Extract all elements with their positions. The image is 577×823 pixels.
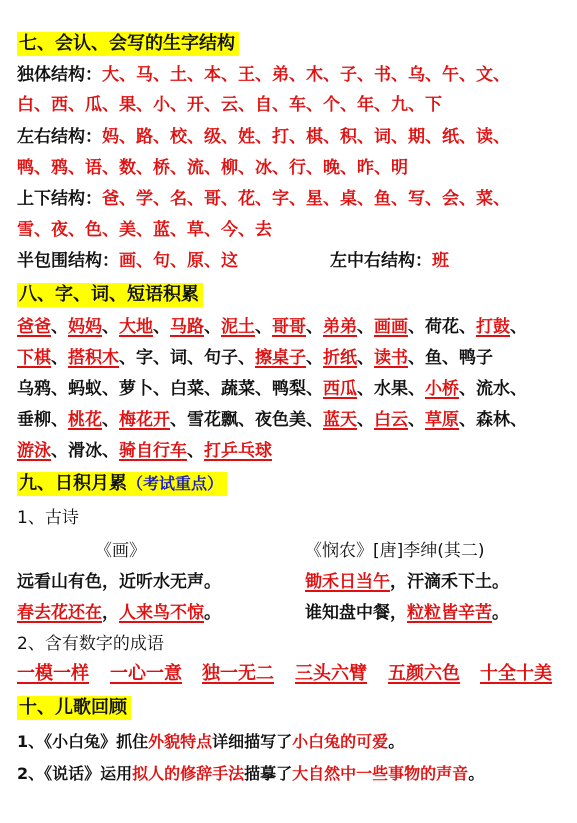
poem-2-line-1: 锄禾日当午，汗滴禾下土。 [305,572,509,592]
word-separator: 、 [459,317,476,337]
poem-2-line-2: 谁知盘中餐，粒粒皆辛苦。 [305,603,509,623]
word-item: 游泳 [17,441,51,461]
word-item: 森林 [476,410,510,430]
left-middle-right-label: 左中右结构： [330,251,432,271]
word-separator: 、 [204,379,221,399]
exam-focus-note: （考试重点） [127,474,224,493]
word-separator: 、 [306,410,323,430]
section-10-title: 十、儿歌回顾 [17,696,131,720]
word-separator: 、 [306,379,323,399]
word-separator: 、 [187,348,204,368]
word-item: 打鼓 [476,317,510,337]
poem-row-1 [17,571,569,593]
word-separator: 、 [255,379,272,399]
word-separator: 、 [357,317,374,337]
word-separator: 、 [306,348,323,368]
word-separator: 、 [408,410,425,430]
idiom-2: 一心一意 [110,663,182,684]
word-separator: 、 [119,348,136,368]
word-item: 白云 [374,410,408,430]
word-separator: 、 [510,410,527,430]
words-row-2 [17,347,569,369]
top-bottom-structure-label: 上下结构： [17,189,102,209]
word-separator: 、 [187,441,204,461]
word-item: 折纸 [323,348,357,368]
word-separator: 、 [51,410,68,430]
left-right-structure-line-1 [17,126,569,148]
word-separator: 、 [238,410,255,430]
idiom-3: 独一无二 [202,663,274,684]
section-7-header [17,32,569,56]
word-item: 词 [170,348,187,368]
poem-2-title: 《悯农》[唐]李绅(其二) [305,541,485,561]
word-separator: 、 [153,317,170,337]
left-right-structure-label: 左右结构： [17,127,102,147]
left-middle-right-chars: 班 [432,251,449,271]
word-separator: 、 [408,348,425,368]
top-bottom-structure-chars-2: 雪、夜、色、美、蓝、草、今、去 [17,220,272,240]
words-row-4 [17,409,569,431]
word-item: 蓝天 [323,410,357,430]
word-item: 荷花 [425,317,459,337]
word-separator: 、 [102,410,119,430]
single-structure-line-1 [17,64,569,86]
poem-1-title: 《画》 [95,541,146,561]
idiom-5: 五颜六色 [388,663,460,684]
word-separator: 、 [51,441,68,461]
word-separator: 、 [459,410,476,430]
word-item: 鱼 [425,348,442,368]
word-item: 雪花飘 [187,410,238,430]
word-item: 下棋 [17,348,51,368]
word-item: 西瓜 [323,379,357,399]
word-separator: 、 [170,410,187,430]
word-item: 白菜 [170,379,204,399]
word-item: 泥土 [221,317,255,337]
word-item: 蚂蚁 [68,379,102,399]
word-item: 画画 [374,317,408,337]
single-structure-chars-1: 大、马、土、本、王、弟、木、子、书、乌、午、文、 [102,65,510,85]
section-8-header [17,283,569,307]
top-bottom-structure-chars-1: 爸、学、名、哥、花、字、星、桌、鱼、写、会、菜、 [102,189,510,209]
section-10-header [17,696,569,720]
rhyme-review-1: 1、《小白兔》抓住外貌特点详细描写了小白兔的可爱。 [17,732,405,751]
half-enclosure-label: 半包围结构： [17,251,119,271]
poem-1-line-1: 远看山有色，近听水无声。 [17,572,221,592]
poem-row-2 [17,602,569,624]
word-separator: 、 [238,348,255,368]
idiom-6: 十全十美 [480,663,552,684]
word-item: 弟弟 [323,317,357,337]
word-separator: 、 [510,317,527,337]
word-separator: 、 [153,379,170,399]
left-middle-right-group [330,250,449,272]
word-item: 句子 [204,348,238,368]
word-separator: 、 [306,317,323,337]
word-separator: 、 [459,379,476,399]
word-separator: 、 [102,379,119,399]
word-separator: 、 [408,379,425,399]
word-separator: 、 [51,317,68,337]
word-item: 草原 [425,410,459,430]
word-item: 夜色美 [255,410,306,430]
number-idioms-subtitle: 2、含有数字的成语 [17,634,164,654]
word-item: 妈妈 [68,317,102,337]
top-bottom-structure-line-1 [17,188,569,210]
section-7-title: 七、会认、会写的生字结构 [17,32,239,56]
words-row-5 [17,440,569,462]
word-item: 爸爸 [17,317,51,337]
left-right-structure-chars-1: 妈、路、校、级、姓、打、棋、积、词、期、纸、读、 [102,127,510,147]
word-separator: 、 [102,317,119,337]
word-item: 乌鸦 [17,379,51,399]
word-item: 小桥 [425,379,459,399]
single-structure-chars-2: 白、西、瓜、果、小、开、云、自、车、个、年、九、下 [17,95,442,115]
rhyme-review-2: 2、《说话》运用拟人的修辞手法描摹了大自然中一些事物的声音。 [17,764,485,783]
single-structure-line-2 [17,94,569,116]
word-separator: 、 [442,348,459,368]
word-item: 水果 [374,379,408,399]
words-row-3 [17,378,569,400]
word-item: 哥哥 [272,317,306,337]
left-right-structure-chars-2: 鸭、鸦、语、数、桥、流、柳、冰、行、晚、昨、明 [17,158,408,178]
ancient-poetry-subtitle: 1、古诗 [17,508,79,528]
left-right-structure-line-2 [17,157,569,179]
word-item: 鸭梨 [272,379,306,399]
word-separator: 、 [510,379,527,399]
half-enclosure-chars: 画、句、原、这 [119,251,238,271]
word-item: 骑自行车 [119,441,187,461]
word-item: 梅花开 [119,410,170,430]
word-separator: 、 [204,317,221,337]
word-item: 桃花 [68,410,102,430]
word-separator: 、 [153,348,170,368]
section-8-title: 八、字、词、短语积累 [17,283,203,307]
idiom-4: 三头六臂 [295,663,367,684]
word-item: 字 [136,348,153,368]
enclosure-structure-line [17,250,569,272]
word-item: 萝卜 [119,379,153,399]
word-item: 读书 [374,348,408,368]
word-item: 蔬菜 [221,379,255,399]
word-separator: 、 [357,348,374,368]
poem-1-line-2: 春去花还在，人来鸟不惊。 [17,603,221,623]
word-item: 垂柳 [17,410,51,430]
top-bottom-structure-line-2 [17,219,569,241]
word-item: 擦桌子 [255,348,306,368]
word-item: 打乒乓球 [204,441,272,461]
word-item: 流水 [476,379,510,399]
single-structure-label: 独体结构： [17,65,102,85]
word-item: 大地 [119,317,153,337]
section-9-header [17,472,569,496]
words-row-1 [17,316,569,338]
word-item: 搭积木 [68,348,119,368]
word-separator: 、 [357,410,374,430]
word-separator: 、 [408,317,425,337]
word-separator: 、 [357,379,374,399]
idiom-1: 一模一样 [17,663,89,684]
word-item: 马路 [170,317,204,337]
word-item: 鸭子 [459,348,493,368]
word-separator: 、 [51,379,68,399]
word-item: 滑冰 [68,441,102,461]
word-separator: 、 [255,317,272,337]
word-separator: 、 [51,348,68,368]
word-separator: 、 [102,441,119,461]
section-9-title: 九、日积月累（考试重点） [17,472,227,496]
